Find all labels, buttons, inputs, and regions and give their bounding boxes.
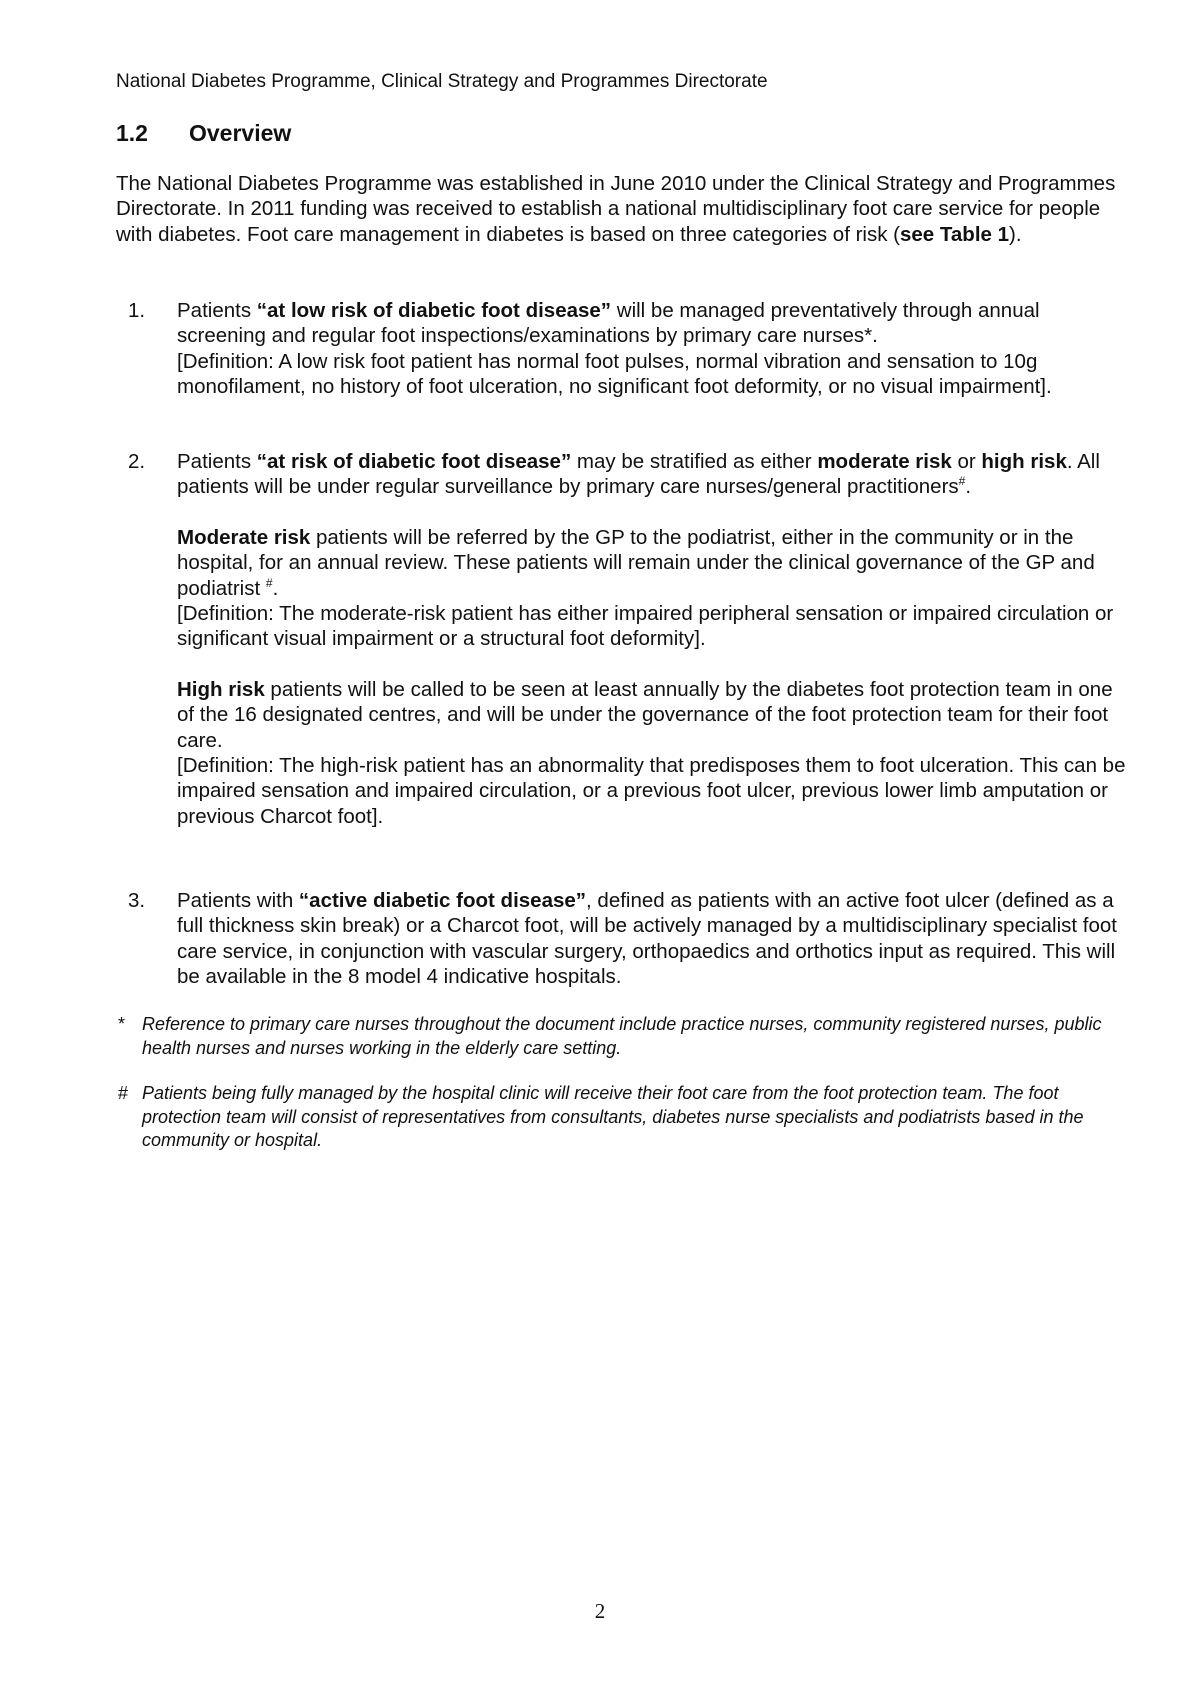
running-header: National Diabetes Programme, Clinical Strategy and Programmes Directorate <box>116 71 768 92</box>
high-risk-paragraph: High risk patients will be called to be seen at least annually by the diabetes foot protection team in one of the 16 designated centres, and will be under the governance of the foot protection team for their foot care. [Definition: The high-risk patient has an abnormality that predisposes them to foot ulceration. This can be impaired sensation and impaired circulation, or a previous foot ulcer, previous lower limb amputation or previous Charcot foot]. <box>177 677 1126 828</box>
section-heading <box>116 118 291 148</box>
section-number: 1.2 <box>116 120 148 146</box>
intro-text-end: ). <box>1009 222 1022 246</box>
definition-text: [Definition: A low risk foot patient has normal foot pulses, normal vibration and sensation to 10g monofilament, no history of foot ulceration, no significant foot deformity, or no visual impairment]. <box>177 349 1052 399</box>
list-marker: 1. <box>128 299 146 322</box>
risk-list-item-1 <box>116 298 1126 400</box>
list-marker: 3. <box>128 889 146 912</box>
moderate-risk-heading: Moderate risk <box>177 525 311 549</box>
page-number: 2 <box>594 1599 606 1623</box>
footnote-asterisk <box>116 1013 1126 1060</box>
high-risk-label: high risk <box>981 450 1067 473</box>
high-risk-heading: High risk <box>177 677 265 701</box>
intro-paragraph <box>116 171 1126 247</box>
risk-category-label: “at low risk of diabetic foot disease” <box>256 299 612 322</box>
risk-category-label: “active diabetic foot disease” <box>298 889 587 912</box>
list-item-text: Patients “at low risk of diabetic foot disease” will be managed preventatively through annual screening and regular foot inspections/examinations by primary care nurses*. [Definition: A low risk foot patient has normal foot pulses, normal vibration and sensation to 10g monofilament, no history of foot ulceration, no significant foot deformity, or no visual impairment]. <box>177 299 1052 399</box>
footnote-symbol: # <box>118 1083 129 1103</box>
footnote-text: Patients being fully managed by the hospital clinic will receive their foot care from the foot protection team. The foot protection team will consist of representatives from consultants, diabetes nurse specialists and podiatrists based in the community or hospital. <box>142 1083 1084 1150</box>
list-marker: 2. <box>128 450 146 473</box>
list-item-text: Patients “at risk of diabetic foot disease” may be stratified as either moderate risk or high risk. All patients will be under regular surveillance by primary care nurses/general practitioners#. <box>177 450 1100 499</box>
list-item-text: Patients with “active diabetic foot disease”, defined as patients with an active foot ulcer (defined as a full thickness skin break) or a Charcot foot, will be actively managed by a multidisciplinary specialist foot care service, in conjunction with vascular surgery, orthopaedics and orthotics input as required. This will be available in the 8 model 4 indicative hospitals. <box>177 889 1117 989</box>
footnote-hash <box>116 1082 1126 1153</box>
footnote-text: Reference to primary care nurses throughout the document include practice nurses, community registered nurses, public health nurses and nurses working in the elderly care setting. <box>142 1014 1102 1058</box>
hash-footnote-ref: # <box>958 474 966 489</box>
definition-text: [Definition: The high-risk patient has an abnormality that predisposes them to foot ulceration. This can be impaired sensation and impaired circulation, or a previous foot ulcer, previous lower limb amputation or previous Charcot foot]. <box>177 754 1126 828</box>
risk-list-item-3 <box>116 888 1126 990</box>
section-title: Overview <box>189 120 292 146</box>
definition-text: [Definition: The moderate-risk patient has either impaired peripheral sensation or impaired circulation or significant visual impairment or a structural foot deformity]. <box>177 602 1114 651</box>
hash-footnote-ref: # <box>265 575 273 590</box>
moderate-risk-paragraph: Moderate risk patients will be referred by the GP to the podiatrist, either in the community or in the hospital, for an annual review. These patients will remain under the clinical governance of the GP and podiatrist #. [Definition: The moderate-risk patient has either impaired peripheral sensation or impaired circulation or significant visual impairment or a structural foot deformity]. <box>177 525 1114 651</box>
intro-text: The National Diabetes Programme was established in June 2010 under the Clinical Strategy and Programmes Directorate. In 2011 funding was received to establish a national multidisciplinary foot care service for people with diabetes. Foot care management in diabetes is based on three categories of risk ( <box>116 172 1116 246</box>
table-reference: see Table 1 <box>900 222 1010 246</box>
risk-list-item-2 <box>116 449 1126 829</box>
moderate-risk-label: moderate risk <box>817 450 952 473</box>
risk-category-label: “at risk of diabetic foot disease” <box>256 450 572 473</box>
footnote-symbol: * <box>118 1014 126 1034</box>
